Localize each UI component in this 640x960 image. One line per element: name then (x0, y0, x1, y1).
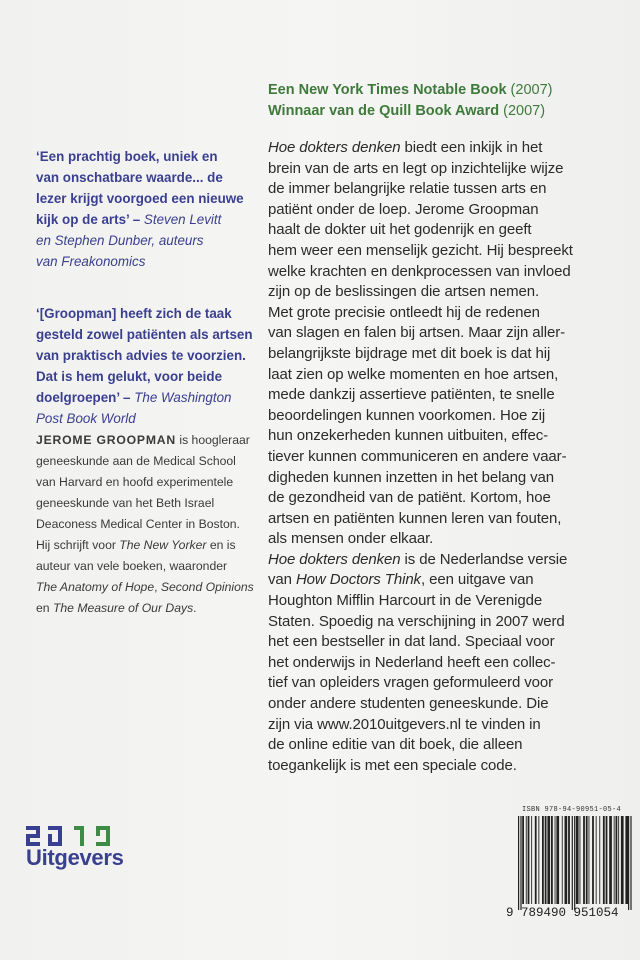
barcode-bar (518, 816, 519, 910)
text-segment: brein van de arts en legt op inzichtelijke wijze (268, 159, 564, 177)
barcode-bar (630, 816, 631, 910)
text-segment: Dat is hem gelukt, voor beide (36, 369, 223, 384)
text-segment: is hoogleraar (175, 433, 250, 447)
text-segment: biedt een inkijk in het (400, 139, 543, 156)
text-line (268, 550, 573, 571)
text-line (268, 426, 573, 447)
text-segment: zijn via www.2010uitgevers.nl te vinden in (268, 715, 541, 733)
text-line (36, 493, 254, 514)
barcode-bar (556, 816, 559, 904)
barcode-bar (609, 816, 612, 904)
text-line (268, 529, 573, 550)
barcode-bar (542, 816, 544, 904)
text-line (268, 447, 573, 468)
text-segment: Met grote precisie ontleedt hij de redenen (268, 303, 540, 321)
text-line (36, 408, 253, 429)
text-segment: de gezondheid van de patiënt. Kortom, hoe (268, 489, 551, 507)
barcode-bar (576, 816, 579, 904)
award-title: Winnaar van de Quill Book Award (268, 103, 500, 119)
text-segment: auteur van vele boeken, waaronder (36, 559, 228, 573)
text-segment: van (268, 571, 296, 589)
text-line (268, 570, 573, 591)
text-line (36, 598, 254, 619)
barcode-bar (531, 816, 532, 904)
text-segment: en (36, 601, 53, 615)
text-line (36, 230, 244, 251)
italic-text: How Doctors Think (295, 571, 421, 589)
text-line (268, 756, 573, 777)
barcode-bar (621, 816, 624, 904)
text-line (36, 324, 253, 345)
text-segment: artsen en patiënten kunnen leren van fouten, (268, 509, 562, 527)
text-line (36, 535, 254, 556)
barcode-digits: 9 789490 951054 (506, 906, 619, 920)
text-line (268, 632, 573, 653)
text-line (36, 472, 254, 493)
barcode-bar (596, 816, 597, 904)
text-segment: van slagen en falen bij artsen. Maar zijn aller- (268, 324, 566, 342)
text-line (36, 303, 253, 324)
barcode-bar (545, 816, 547, 904)
barcode-bar (568, 816, 570, 904)
text-line (268, 488, 573, 509)
text-segment: geneeskunde van het Beth Israel (36, 496, 215, 510)
text-segment: hem weer een menselijk gezicht. Hij bespreekt (268, 241, 573, 259)
barcode-bar (586, 816, 588, 904)
barcode-bar (522, 816, 524, 904)
barcode-bar (580, 816, 581, 904)
barcode-bar (526, 816, 527, 904)
award-line (268, 80, 552, 101)
text-segment: tief van opleiders vragen geformuleerd voor (268, 674, 554, 692)
text-line (36, 387, 253, 408)
text-line (268, 673, 573, 694)
text-segment: toegankelijk is met een speciale code. (268, 756, 517, 774)
text-segment: het onderwijs in Nederland heeft een collec- (268, 653, 556, 671)
barcode-bar (616, 816, 618, 904)
text-segment: onder andere studenten geneeskunde. Die (268, 695, 549, 713)
text-segment: patiënt onder de loep. Jerome Groopman (268, 200, 539, 218)
text-line (36, 366, 253, 387)
barcode-bar (583, 816, 585, 904)
text-line (36, 146, 244, 167)
text-line (268, 468, 573, 489)
barcode-bar (565, 816, 568, 904)
awards (268, 80, 552, 122)
text-segment: de online editie van dit boek, die alleen (268, 736, 523, 754)
italic-text: Hoe dokters denken (268, 139, 401, 156)
text-segment: Houghton Mifflin Harcourt in de Verenigde (268, 592, 543, 610)
text-line (36, 345, 253, 366)
text-segment: geneeskunde aan de Medical School (36, 454, 236, 468)
isbn-label: ISBN 978-94-90951-05-4 (522, 806, 622, 814)
text-segment: belangrijkste bijdrage met dit boek is dat hij (268, 344, 551, 362)
text-line (268, 591, 573, 612)
text-segment: haalt de dokter uit het godenrijk en geeft (268, 221, 532, 239)
barcode-bar (520, 816, 521, 910)
barcode-bar (551, 816, 553, 904)
text-line (268, 509, 573, 530)
italic-text: van Freakonomics (36, 254, 146, 269)
text-segment: van onschatbare waarde... de (36, 170, 223, 185)
text-segment: , een uitgave van (420, 571, 534, 589)
text-segment: hun onzekerheden kunnen uitbuiten, effec- (268, 427, 549, 445)
text-segment: digheden kunnen inzetten in het belang van (268, 468, 555, 486)
logo-digits-10 (74, 826, 110, 846)
italic-text: Second Opinions (160, 580, 254, 594)
barcode-bar (592, 816, 594, 904)
text-line (268, 406, 573, 427)
text-line (36, 167, 244, 188)
barcode-bar (603, 816, 605, 904)
text-line (268, 159, 573, 180)
text-line (36, 188, 244, 209)
back-cover-blurb (268, 138, 573, 776)
text-line (268, 694, 573, 715)
text-segment: laat zien op welke momenten en hoe artsen, (268, 365, 559, 383)
text-segment: kijk op de arts’ – (36, 212, 144, 227)
text-line (268, 735, 573, 756)
text-segment: . (193, 601, 197, 615)
text-segment: is de Nederlandse versie (400, 550, 568, 568)
barcode-bar (618, 816, 619, 904)
text-line (268, 282, 573, 303)
barcode-bar (606, 816, 608, 904)
barcode-bar (574, 816, 575, 910)
review-quote-washington-post (36, 303, 253, 429)
text-line (268, 138, 573, 159)
barcode-bar (535, 816, 537, 904)
text-segment: zijn op de beslissingen die artsen nemen. (268, 283, 540, 301)
text-line (36, 209, 244, 230)
text-line (268, 262, 573, 283)
text-segment: doelgroepen’ – (36, 390, 135, 405)
text-segment: JEROME GROOPMAN (36, 433, 176, 447)
italic-text: The Anatomy of Hope (36, 580, 155, 594)
barcode-bar (528, 816, 530, 904)
barcode-bar (625, 816, 628, 904)
barcode-bar (555, 816, 556, 904)
text-line (268, 385, 573, 406)
text-line (36, 514, 254, 535)
italic-text: Hoe dokters denken (268, 550, 401, 568)
text-line (268, 344, 573, 365)
text-segment: gesteld zowel patiënten als artsen (36, 327, 253, 342)
text-segment: lezer krijgt voorgoed een nieuwe (36, 191, 244, 206)
text-segment: van praktisch advies te voorzien. (36, 348, 246, 363)
text-segment: , (154, 580, 161, 594)
text-line (268, 365, 573, 386)
barcode-bar (614, 816, 615, 904)
text-segment: beoordelingen kunnen voorkomen. Hoe zij (268, 406, 546, 424)
italic-text: The Washington (134, 390, 232, 405)
author-bio (36, 430, 254, 619)
text-segment: de immer belangrijke relatie tussen arts en (268, 180, 547, 198)
text-line (268, 323, 573, 344)
text-segment: het een bestseller in dat land. Speciaal voor (268, 633, 555, 651)
text-segment: Hij schrijft voor (36, 538, 120, 552)
barcode-bar (628, 816, 629, 910)
italic-text: The New Yorker (119, 538, 207, 552)
text-line (36, 451, 254, 472)
text-line (268, 220, 573, 241)
text-line (268, 200, 573, 221)
text-line (36, 251, 244, 272)
barcode-bar (589, 816, 590, 904)
text-line (36, 430, 254, 451)
text-segment: Staten. Spoedig na verschijning in 2007 werd (268, 612, 565, 630)
italic-text: The Measure of Our Days (52, 601, 194, 615)
italic-text: Steven Levitt (143, 212, 222, 227)
barcode-bar (572, 816, 573, 910)
text-segment: mede dankzij assertieve patiënten, te snelle (268, 386, 555, 404)
barcode-bars (518, 816, 632, 910)
award-line (268, 101, 552, 122)
text-segment: ‘[Groopman] heeft zich de taak (36, 306, 232, 321)
text-line (268, 241, 573, 262)
award-title: Een New York Times Notable Book (268, 82, 507, 98)
italic-text: en Stephen Dunber, auteurs (36, 233, 204, 248)
text-line (268, 179, 573, 200)
text-segment: ‘Een prachtig boek, uniek en (36, 149, 218, 164)
text-line (268, 303, 573, 324)
award-year: (2007) (503, 103, 546, 119)
barcode-bar (547, 816, 550, 904)
isbn-barcode (506, 806, 634, 926)
barcode-bar (599, 816, 600, 904)
barcode-bar (562, 816, 563, 904)
text-segment: van Harvard en hoofd experimentele (36, 475, 234, 489)
text-segment: en is (206, 538, 236, 552)
text-segment: Deaconess Medical Center in Boston. (36, 517, 240, 531)
text-segment: als mensen onder elkaar. (268, 530, 434, 548)
logo-digits-20 (26, 826, 62, 846)
review-quote-levitt (36, 146, 244, 272)
text-segment: tiever kunnen communiceren en andere vaar- (268, 447, 567, 465)
text-line (36, 556, 254, 577)
italic-text: Post Book World (36, 411, 136, 426)
barcode-bar (538, 816, 539, 904)
text-line (268, 653, 573, 674)
text-line (268, 612, 573, 633)
text-line (268, 715, 573, 736)
award-year: (2007) (510, 82, 553, 98)
text-line (36, 577, 254, 598)
publisher-name: Uitgevers (26, 845, 124, 870)
text-segment: welke krachten en denkprocessen van invloed (268, 262, 571, 280)
